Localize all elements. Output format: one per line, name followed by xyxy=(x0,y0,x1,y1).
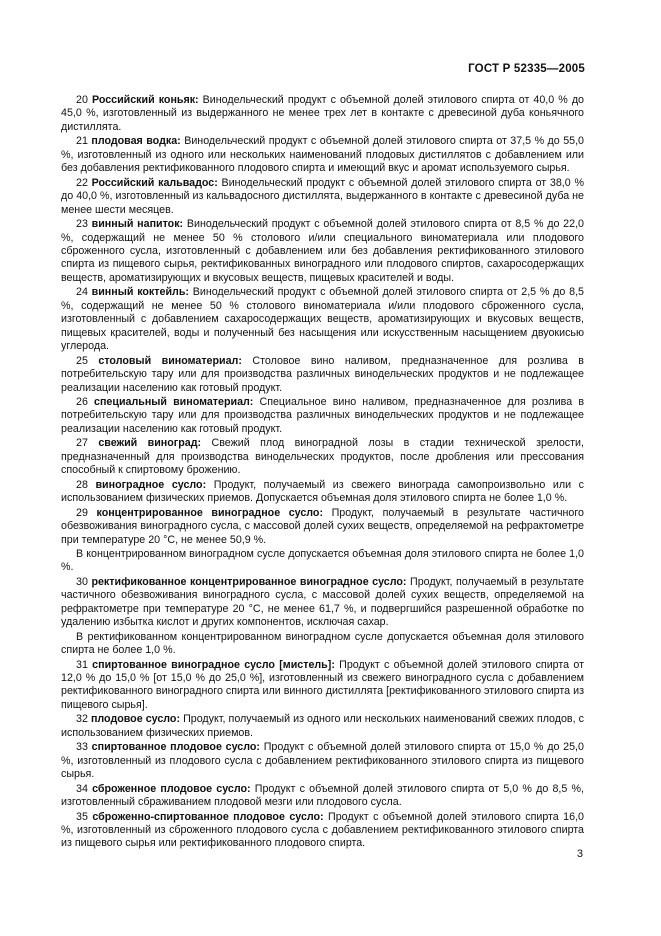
definition-text: Продукт с объемной долей этилового спирта от 5,0 % до 8,5 %, изготовленный сбраживанием плодовой мезги или плодового сусла. xyxy=(61,782,584,809)
definition-paragraph xyxy=(61,218,584,285)
term-label: виноградное сусло: xyxy=(95,478,207,491)
document-code: ГОСТ Р 52335—2005 xyxy=(468,63,585,75)
definition-text: Продукт с объемной долей этилового спирта от 12,0 % до 15,0 % [от 15,0 % до 25,0 %], изготовленный из свежего виноградного сусла с добавлением ректификованного виноградного спирта или винного дистиллята [ректификованного этилового спирта из пищевого сырья]. xyxy=(61,658,584,711)
paragraph-number: 32 xyxy=(76,713,88,726)
term-label: сброженное плодовое сусло: xyxy=(92,782,251,795)
term-label: специальный виноматериал: xyxy=(94,395,254,408)
paragraph-number: 26 xyxy=(76,395,88,408)
definition-text: Продукт, получаемый из одного или нескольких наименований свежих плодов, с использованием физических приемов. xyxy=(61,713,584,739)
page-number: 3 xyxy=(576,848,583,860)
term-label: винный коктейль: xyxy=(91,286,189,299)
definition-paragraph xyxy=(61,741,584,781)
paragraph-number: 23 xyxy=(76,218,88,231)
definition-text: Винодельческий продукт с объемной долей этилового спирта от 40,0 % до 45,0 %, изготовленный из выдержанного не менее трех лет в контакте с древесиной дуба коньячного дистиллята. xyxy=(61,94,584,133)
definition-text: Винодельческий продукт с объемной долей этилового спирта от 37,5 % до 55,0 %, изготовленный из одного или нескольких наименований плодовых дистиллятов с добавлением или без добавления ректификованного плодового спирта и имеющий вкус и аромат используемого сырья. xyxy=(61,135,584,175)
definition-paragraph xyxy=(61,507,584,547)
definition-paragraph xyxy=(61,286,584,353)
paragraph-number: 35 xyxy=(76,810,88,823)
definition-paragraph xyxy=(61,94,584,134)
definition-text: В ректификованном концентрированном виноградном сусле допускается объемная доля этилового спирта не более 1,0 %. xyxy=(61,630,584,657)
definition-text: Винодельческий продукт с объемной долей этилового спирта от 38,0 % до 40,0 %, изготовленный из кальвадосного дистиллята, выдержанного в контакте с древесиной дуба не менее шести месяцев. xyxy=(61,176,584,216)
term-label: плодовое сусло: xyxy=(90,713,181,726)
definition-paragraph xyxy=(61,135,584,175)
definition-text: Свежий плод виноградной лозы в стадии технической зрелости, предназначенный для производства винодельческих продуктов, после дробления или прессования способный к спиртовому брожению. xyxy=(61,437,584,477)
term-label: спиртованное виноградное сусло [мистель]: xyxy=(92,658,335,671)
definition-text: Продукт, получаемый в результате частичного обезвоживания виноградного сусла, с массовой долей сухих веществ, определяемой на рефрактометре при температуре 20 °С, не менее 61,7 %, и подвергшийся разрешенной обработке по удалению избытка кислот и других компонентов, исключая сахар. xyxy=(61,575,584,629)
definition-text: Продукт, получаемый в результате частичного обезвоживания виноградного сусла, с массовой долей сухих веществ, определяемой на рефрактометре при температуре 20 °С, не менее 50,9 %. xyxy=(61,506,584,546)
paragraph-number: 28 xyxy=(76,478,88,491)
document-body xyxy=(61,94,584,852)
definition-text: Винодельческий продукт с объемной долей этилового спирта от 2,5 % до 8,5 %, содержащий не менее 50 % столового виноматериала и/или плодового сброженного сусла, изготовленный с добавлением сахаросодержащих веществ, ароматизирующих и вкусовых веществ, пищевых красителей, воды и полученный без насыщения или искусственным насыщением двуокисью углерода. xyxy=(61,286,584,353)
definition-paragraph xyxy=(61,713,584,740)
definition-paragraph xyxy=(61,548,584,575)
definition-paragraph xyxy=(61,659,584,713)
definition-paragraph xyxy=(61,355,584,395)
paragraph-number: 24 xyxy=(76,286,88,299)
term-label: концентрированное виноградное сусло: xyxy=(96,506,324,519)
term-label: винный напиток: xyxy=(91,218,184,231)
paragraph-number: 31 xyxy=(76,658,88,671)
term-label: Российский кальвадос: xyxy=(91,176,218,189)
term-label: плодовая водка: xyxy=(91,135,181,148)
definition-text: Винодельческий продукт с объемной долей этилового спирта от 8,5 % до 22,0 %, содержащий не менее 50 % столового и/или специального виноматериала или плодового сброженного сусла, изготовленный с добавлением или без добавления ректификованного этилового спирта из пищевого сырья, ректификованных виноградного или плодового спиртов, сахаросодержащих веществ, ароматизирующих и вкусовых веществ, пищевых красителей и воды. xyxy=(61,218,584,284)
definition-paragraph xyxy=(61,479,584,506)
definition-paragraph xyxy=(61,177,584,217)
definition-paragraph xyxy=(61,811,584,851)
definition-text: Специальное вино наливом, предназначенное для розлива в потребительскую тару или для производства различных винодельческих продуктов и не подлежащее реализации населению как готовый продукт. xyxy=(61,395,584,435)
definition-paragraph xyxy=(61,783,584,810)
definition-text: Продукт, получаемый из свежего винограда самопроизвольно или с использованием физических приемов. Допускается объемная доля этилового спирта не более 1,0 %. xyxy=(61,478,584,505)
definition-text: Столовое вино наливом, предназначенное для розлива в потребительскую тару или для производства различных винодельческих продуктов и не подлежащее реализации населению как готовый продукт. xyxy=(61,354,584,394)
term-label: спиртованное плодовое сусло: xyxy=(91,741,260,754)
term-label: Российский коньяк: xyxy=(91,94,199,106)
paragraph-number: 22 xyxy=(76,176,88,189)
paragraph-number: 21 xyxy=(76,135,88,148)
term-label: ректификованное концентрированное виноградное сусло: xyxy=(91,575,407,588)
paragraph-number: 29 xyxy=(76,506,88,519)
definition-text: В концентрированном виноградном сусле допускается объемная доля этилового спирта не более 1,0 %. xyxy=(61,547,584,574)
definition-paragraph xyxy=(61,576,584,630)
definition-paragraph xyxy=(61,396,584,436)
definition-text: Продукт с объемной долей этилового спирта 16,0 %, изготовленный из сброженного плодового сусла с добавлением ректификованного этилового спирта из пищевого сырья или ректификованного плодового спирта. xyxy=(61,810,584,850)
definition-paragraph xyxy=(61,437,584,477)
paragraph-number: 30 xyxy=(76,575,88,588)
paragraph-number: 34 xyxy=(76,782,88,795)
term-label: свежий виноград: xyxy=(98,437,202,450)
definition-paragraph xyxy=(61,631,584,658)
paragraph-number: 33 xyxy=(76,741,88,754)
paragraph-number: 25 xyxy=(76,354,88,367)
paragraph-number: 20 xyxy=(76,94,88,106)
paragraph-number: 27 xyxy=(76,437,88,450)
term-label: сброженно-спиртованное плодовое сусло: xyxy=(92,810,324,823)
definition-text: Продукт с объемной долей этилового спирта от 15,0 % до 25,0 %, изготовленный из плодового сусла с добавлением ректификованного этилового спирта из пищевого сырья. xyxy=(61,741,584,781)
term-label: столовый виноматериал: xyxy=(98,354,242,367)
